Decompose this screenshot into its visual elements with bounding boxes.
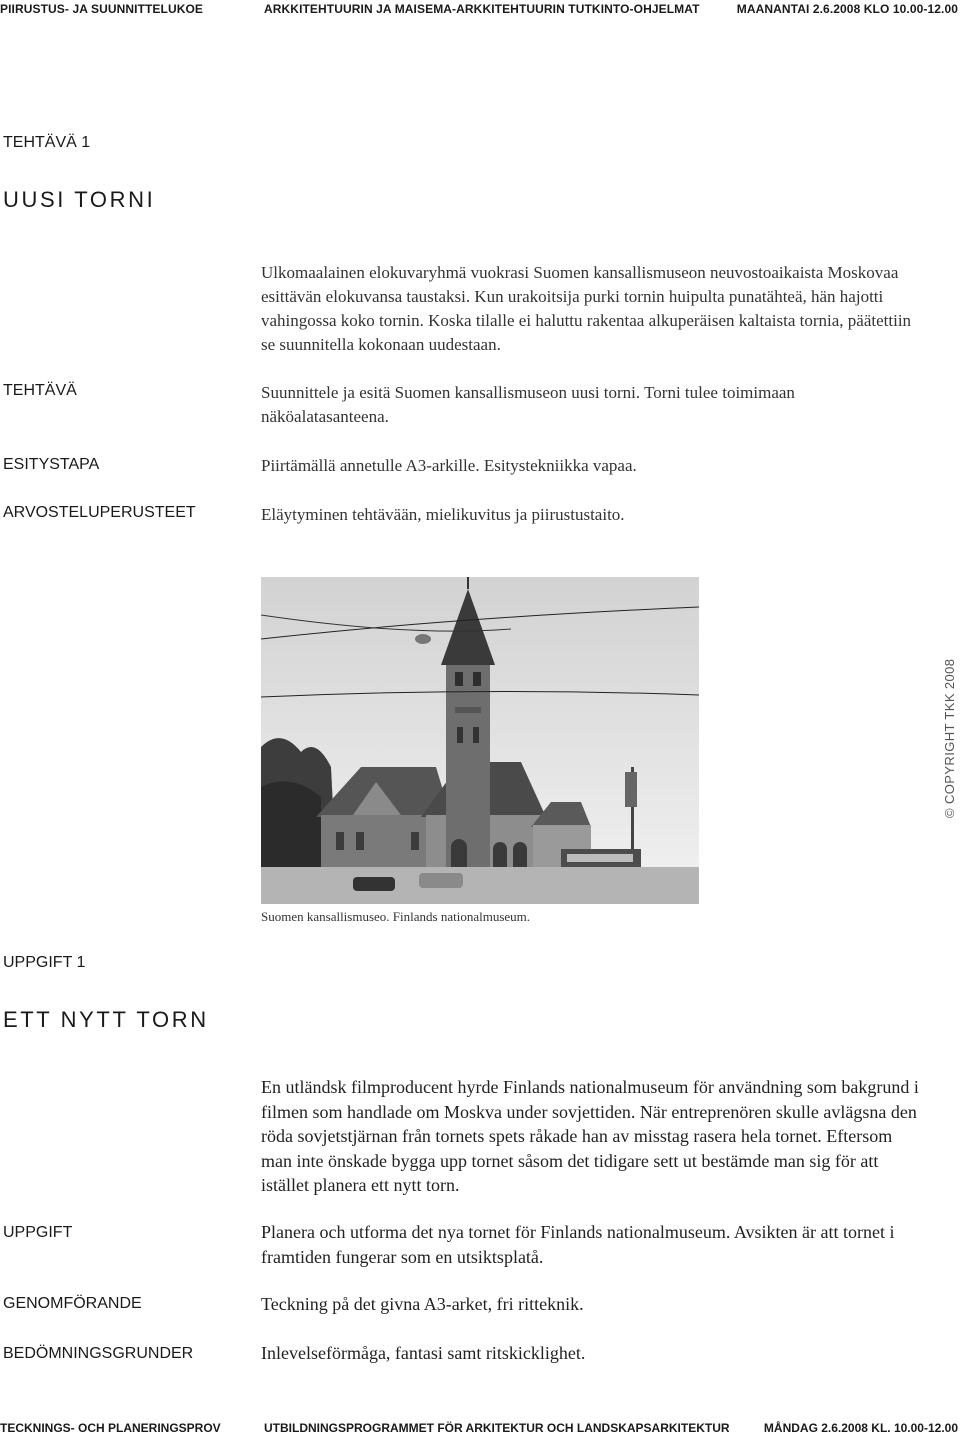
- sv-method-label: GENOMFÖRANDE: [3, 1295, 142, 1312]
- fi-method-label: ESITYSTAPA: [3, 456, 100, 473]
- fi-criteria-text: Eläytyminen tehtävään, mielikuvitus ja piirustustaito.: [261, 505, 625, 524]
- sv-intro: En utländsk filmproducent hyrde Finlands nationalmuseum för användning som bakgrund i filmen som handlade om Moskva under sovjettiden. När entreprenören skulle avlägsna den röda sovjetstjärnan från tornets spets råkade han av misstag rasera hela tornet. Eftersom man inte önskade bygga upp tornet såsom det tidigare sett ut bestämde man sig för att istället planera ett nytt torn.: [261, 1077, 919, 1195]
- header-center: ARKKITEHTUURIN JA MAISEMA-ARKKITEHTUURIN TUTKINTO-OHJELMAT: [264, 2, 700, 16]
- sv-method-text: Teckning på det givna A3-arket, fri ritteknik.: [261, 1294, 584, 1314]
- fi-title: UUSI TORNI: [3, 187, 156, 212]
- sv-task-text: Planera och utforma det nya tornet för Finlands nationalmuseum. Avsikten är att tornet i framtiden fungerar som en utsiktsplatå.: [261, 1222, 895, 1267]
- sv-task-label: UPPGIFT: [3, 1224, 73, 1241]
- fi-task-label: TEHTÄVÄ: [3, 382, 77, 399]
- footer-left: TECKNINGS- OCH PLANERINGSPROV: [0, 1421, 221, 1435]
- fi-criteria-label: ARVOSTELUPERUSTEET: [3, 504, 196, 521]
- sv-criteria-label: BEDÖMNINGSGRUNDER: [3, 1345, 194, 1362]
- fi-method-text: Piirtämällä annetulle A3-arkille. Esitystekniikka vapaa.: [261, 456, 637, 475]
- fi-task-number: TEHTÄVÄ 1: [3, 134, 91, 151]
- header-right: MAANANTAI 2.6.2008 KLO 10.00-12.00: [736, 2, 958, 16]
- footer-right: MÅNDAG 2.6.2008 KL. 10.00-12.00: [763, 1421, 958, 1435]
- museum-photo: [261, 577, 699, 904]
- footer-center: UTBILDNINGSPROGRAMMET FÖR ARKITEKTUR OCH LANDSKAPSARKITEKTUR: [264, 1421, 730, 1435]
- fi-task-text: Suunnittele ja esitä Suomen kansallismuseon uusi torni. Torni tulee toimimaan näköalatasanteena.: [261, 383, 795, 426]
- sv-task-number: UPPGIFT 1: [3, 954, 86, 971]
- fi-intro: Ulkomaalainen elokuvaryhmä vuokrasi Suomen kansallismuseon neuvostoaikaista Moskovaa esittävän elokuvansa taustaksi. Kun urakoitsija purki tornin huipulta punatähteä, hän hajotti vahingossa koko tornin. Koska tilalle ei haluttu rakentaa alkuperäisen kaltaista tornia, päätettiin se suunnitella kokonaan uudestaan.: [261, 263, 912, 354]
- sv-title: ETT NYTT TORN: [3, 1007, 209, 1032]
- header-left: PIIRUSTUS- JA SUUNNITTELUKOE: [0, 2, 204, 16]
- photo-caption: Suomen kansallismuseo. Finlands nationalmuseum.: [261, 909, 531, 924]
- page-footer: [0, 1421, 960, 1436]
- page-header: [0, 0, 960, 16]
- copyright-note: © COPYRIGHT TKK 2008: [942, 658, 957, 818]
- sv-criteria-text: Inlevelseförmåga, fantasi samt ritskicklighet.: [261, 1343, 586, 1363]
